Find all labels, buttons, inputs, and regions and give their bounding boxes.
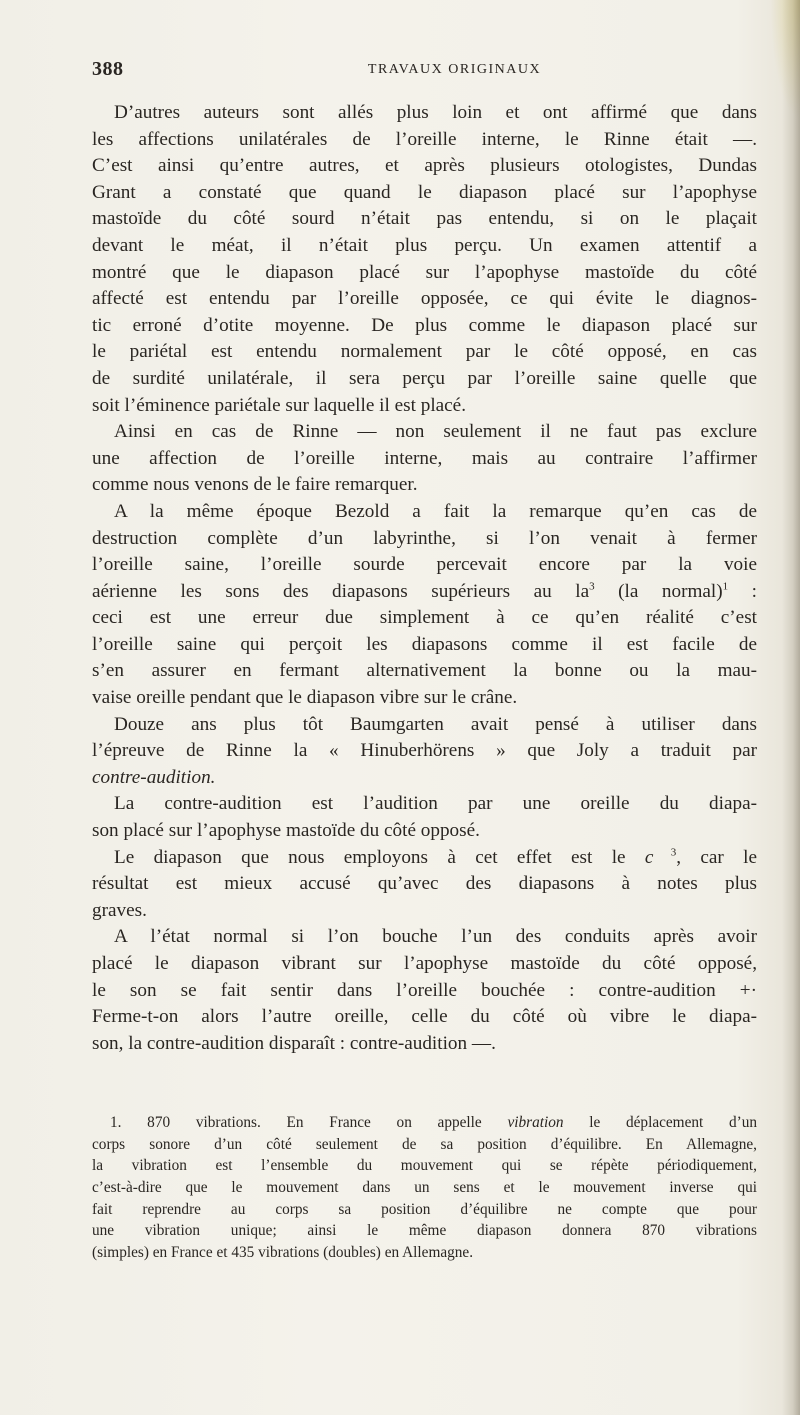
body-text-text: l’épreuve de Rinne la « Hinuberhörens » que Joly a traduit par [92, 740, 757, 762]
body-text-text: les affections unilatérales de l’oreille interne, le Rinne était —. [92, 128, 757, 150]
body-text-text: C’est ainsi qu’entre autres, et après plusieurs otologistes, Dundas [92, 155, 757, 177]
body-text-text: A l’état normal si l’on bouche l’un des conduits après avoir [114, 926, 757, 948]
footnote-text-pre: 1. 870 vibrations. En France on appelle [110, 1114, 508, 1131]
body-line [92, 1004, 757, 1031]
body-line [92, 153, 757, 180]
body-text-text: mastoïde du côté sourd n’était pas entendu, si on le plaçait [92, 208, 757, 230]
body-text [92, 100, 757, 1057]
footnote-text-post: le déplacement d’un [563, 1114, 758, 1131]
body-line [92, 526, 757, 553]
body-text-text: résultat est mieux accusé qu’avec des diapasons à notes plus [92, 873, 757, 895]
footnote-text-text: la vibration est l’ensemble du mouvement qui se répète périodiquement, [92, 1157, 757, 1175]
body-text-italic: contre-audition. [92, 766, 216, 788]
page-edge-shadow [782, 0, 800, 1415]
body-line [92, 712, 757, 739]
footnote-text-ital: vibration [507, 1114, 564, 1131]
body-text-text: affecté est entendu par l’oreille opposée, ce qui évite le diagnos- [92, 288, 757, 310]
body-line [92, 738, 757, 765]
footnote-line [92, 1220, 757, 1242]
body-line [92, 632, 757, 659]
body-text-text: Douze ans plus tôt Baumgarten avait pensé à utiliser dans [114, 713, 757, 735]
body-text-text: Ferme-t-on alors l’autre oreille, celle du côté où vibre le diapa- [92, 1006, 757, 1028]
body-line [92, 978, 757, 1005]
footnote-text-text: (simples) en France et 435 vibrations (doubles) en Allemagne. [92, 1244, 474, 1262]
body-line [92, 180, 757, 207]
body-line [92, 552, 757, 579]
body-text-sup2: 1 [722, 580, 729, 593]
body-text-text: graves. [92, 899, 147, 921]
body-line [92, 393, 757, 420]
body-line [92, 685, 757, 712]
body-text-text: le pariétal est entendu normalement par le côté opposé, en cas [92, 341, 757, 363]
body-text-text: soit l’éminence pariétale sur laquelle il est placé. [92, 394, 466, 416]
footnote-line [92, 1199, 757, 1221]
body-line [92, 206, 757, 233]
body-text-text: Grant a constaté que quand le diapason placé sur l’apophyse [92, 181, 757, 203]
body-text-text: A la même époque Bezold a fait la remarque qu’en cas de [114, 500, 757, 522]
body-line [92, 446, 757, 473]
body-text-post: : [728, 580, 757, 602]
body-text-text: D’autres auteurs sont allés plus loin et ont affirmé que dans [114, 102, 757, 123]
body-text-pre: aérienne les sons des diapasons supérieurs au la [92, 580, 590, 602]
body-text-sup1: 3 [589, 580, 595, 593]
body-line [92, 260, 757, 287]
body-line [92, 818, 757, 845]
body-text-text: de surdité unilatérale, il sera perçu par l’oreille saine quelle que [92, 367, 757, 389]
body-line [92, 791, 757, 818]
body-line [92, 1031, 757, 1058]
body-line [92, 845, 757, 872]
footnote-line [92, 1177, 757, 1199]
footnote-text-text: une vibration unique; ainsi le même diapason donnera 870 vibrations [92, 1222, 757, 1240]
footnote-text-text: corps sonore d’un côté seulement de sa position d’équilibre. En Allemagne, [92, 1135, 757, 1153]
footnote-line [92, 1112, 757, 1134]
body-line [92, 472, 757, 499]
body-line [92, 924, 757, 951]
body-line [92, 579, 757, 606]
body-line [92, 313, 757, 340]
page-header [92, 58, 757, 82]
body-text-text: vaise oreille pendant que le diapason vibre sur le crâne. [92, 687, 518, 709]
body-text-text: l’oreille saine, l’oreille sourde percevait encore par la voie [92, 554, 757, 576]
body-line [92, 658, 757, 685]
body-text-text: tic erroné d’otite moyenne. De plus comme le diapason placé sur [92, 314, 757, 336]
body-line [92, 233, 757, 260]
body-text-text: ceci est une erreur due simplement à ce qu’en réalité c’est [92, 607, 757, 629]
body-text-pre: Le diapason que nous employons à cet effet est le [114, 846, 645, 868]
running-title: TRAVAUX ORIGINAUX [367, 62, 542, 77]
body-text-text: montré que le diapason placé sur l’apophyse mastoïde du côté [92, 261, 757, 283]
body-line [92, 499, 757, 526]
body-text-post: , car le [676, 846, 757, 868]
body-text-text: placé le diapason vibrant sur l’apophyse mastoïde du côté opposé, [92, 953, 757, 974]
footnotes [92, 1112, 757, 1264]
body-text-sup1: 3 [653, 846, 677, 859]
body-line [92, 765, 757, 792]
body-text-text: s’en assurer en fermant alternativement la bonne ou la mau- [92, 660, 757, 682]
body-line [92, 366, 757, 393]
footnote-text-text: fait reprendre au corps sa position d’équilibre ne compte que pour [92, 1200, 757, 1218]
body-text-text: son placé sur l’apophyse mastoïde du côté opposé. [92, 820, 480, 842]
body-text-ital: c [644, 846, 654, 868]
body-line [92, 127, 757, 154]
footnote-line [92, 1134, 757, 1156]
body-text-text: devant le méat, il n’était plus perçu. Un examen attentif a [92, 234, 757, 256]
body-line [92, 339, 757, 366]
body-line [92, 898, 757, 925]
footnote-text-text: c’est-à-dire que le mouvement dans un sens et le mouvement inverse qui [92, 1179, 757, 1197]
body-text-text: le son se fait sentir dans l’oreille bouchée : contre-audition +· [92, 979, 757, 1001]
footnote-line [92, 1155, 757, 1177]
body-line [92, 100, 757, 127]
body-text-text: Ainsi en cas de Rinne — non seulement il ne faut pas exclure [114, 421, 757, 443]
body-text-text: destruction complète d’un labyrinthe, si l’on venait à fermer [92, 527, 757, 549]
body-line [92, 871, 757, 898]
body-text-mid: (la normal) [594, 580, 723, 602]
footnote-line [92, 1242, 757, 1264]
body-text-text: une affection de l’oreille interne, mais au contraire l’affirmer [92, 447, 757, 469]
body-line [92, 605, 757, 632]
body-line [92, 951, 757, 978]
body-text-text: son, la contre-audition disparaît : contre-audition —. [92, 1032, 496, 1054]
body-line [92, 286, 757, 313]
body-line [92, 419, 757, 446]
body-text-text: l’oreille saine qui perçoit les diapasons comme il est facile de [92, 633, 757, 655]
page-number: 388 [92, 58, 124, 80]
body-text-text: comme nous venons de le faire remarquer. [92, 474, 418, 496]
body-text-text: La contre-audition est l’audition par une oreille du diapa- [114, 793, 757, 815]
